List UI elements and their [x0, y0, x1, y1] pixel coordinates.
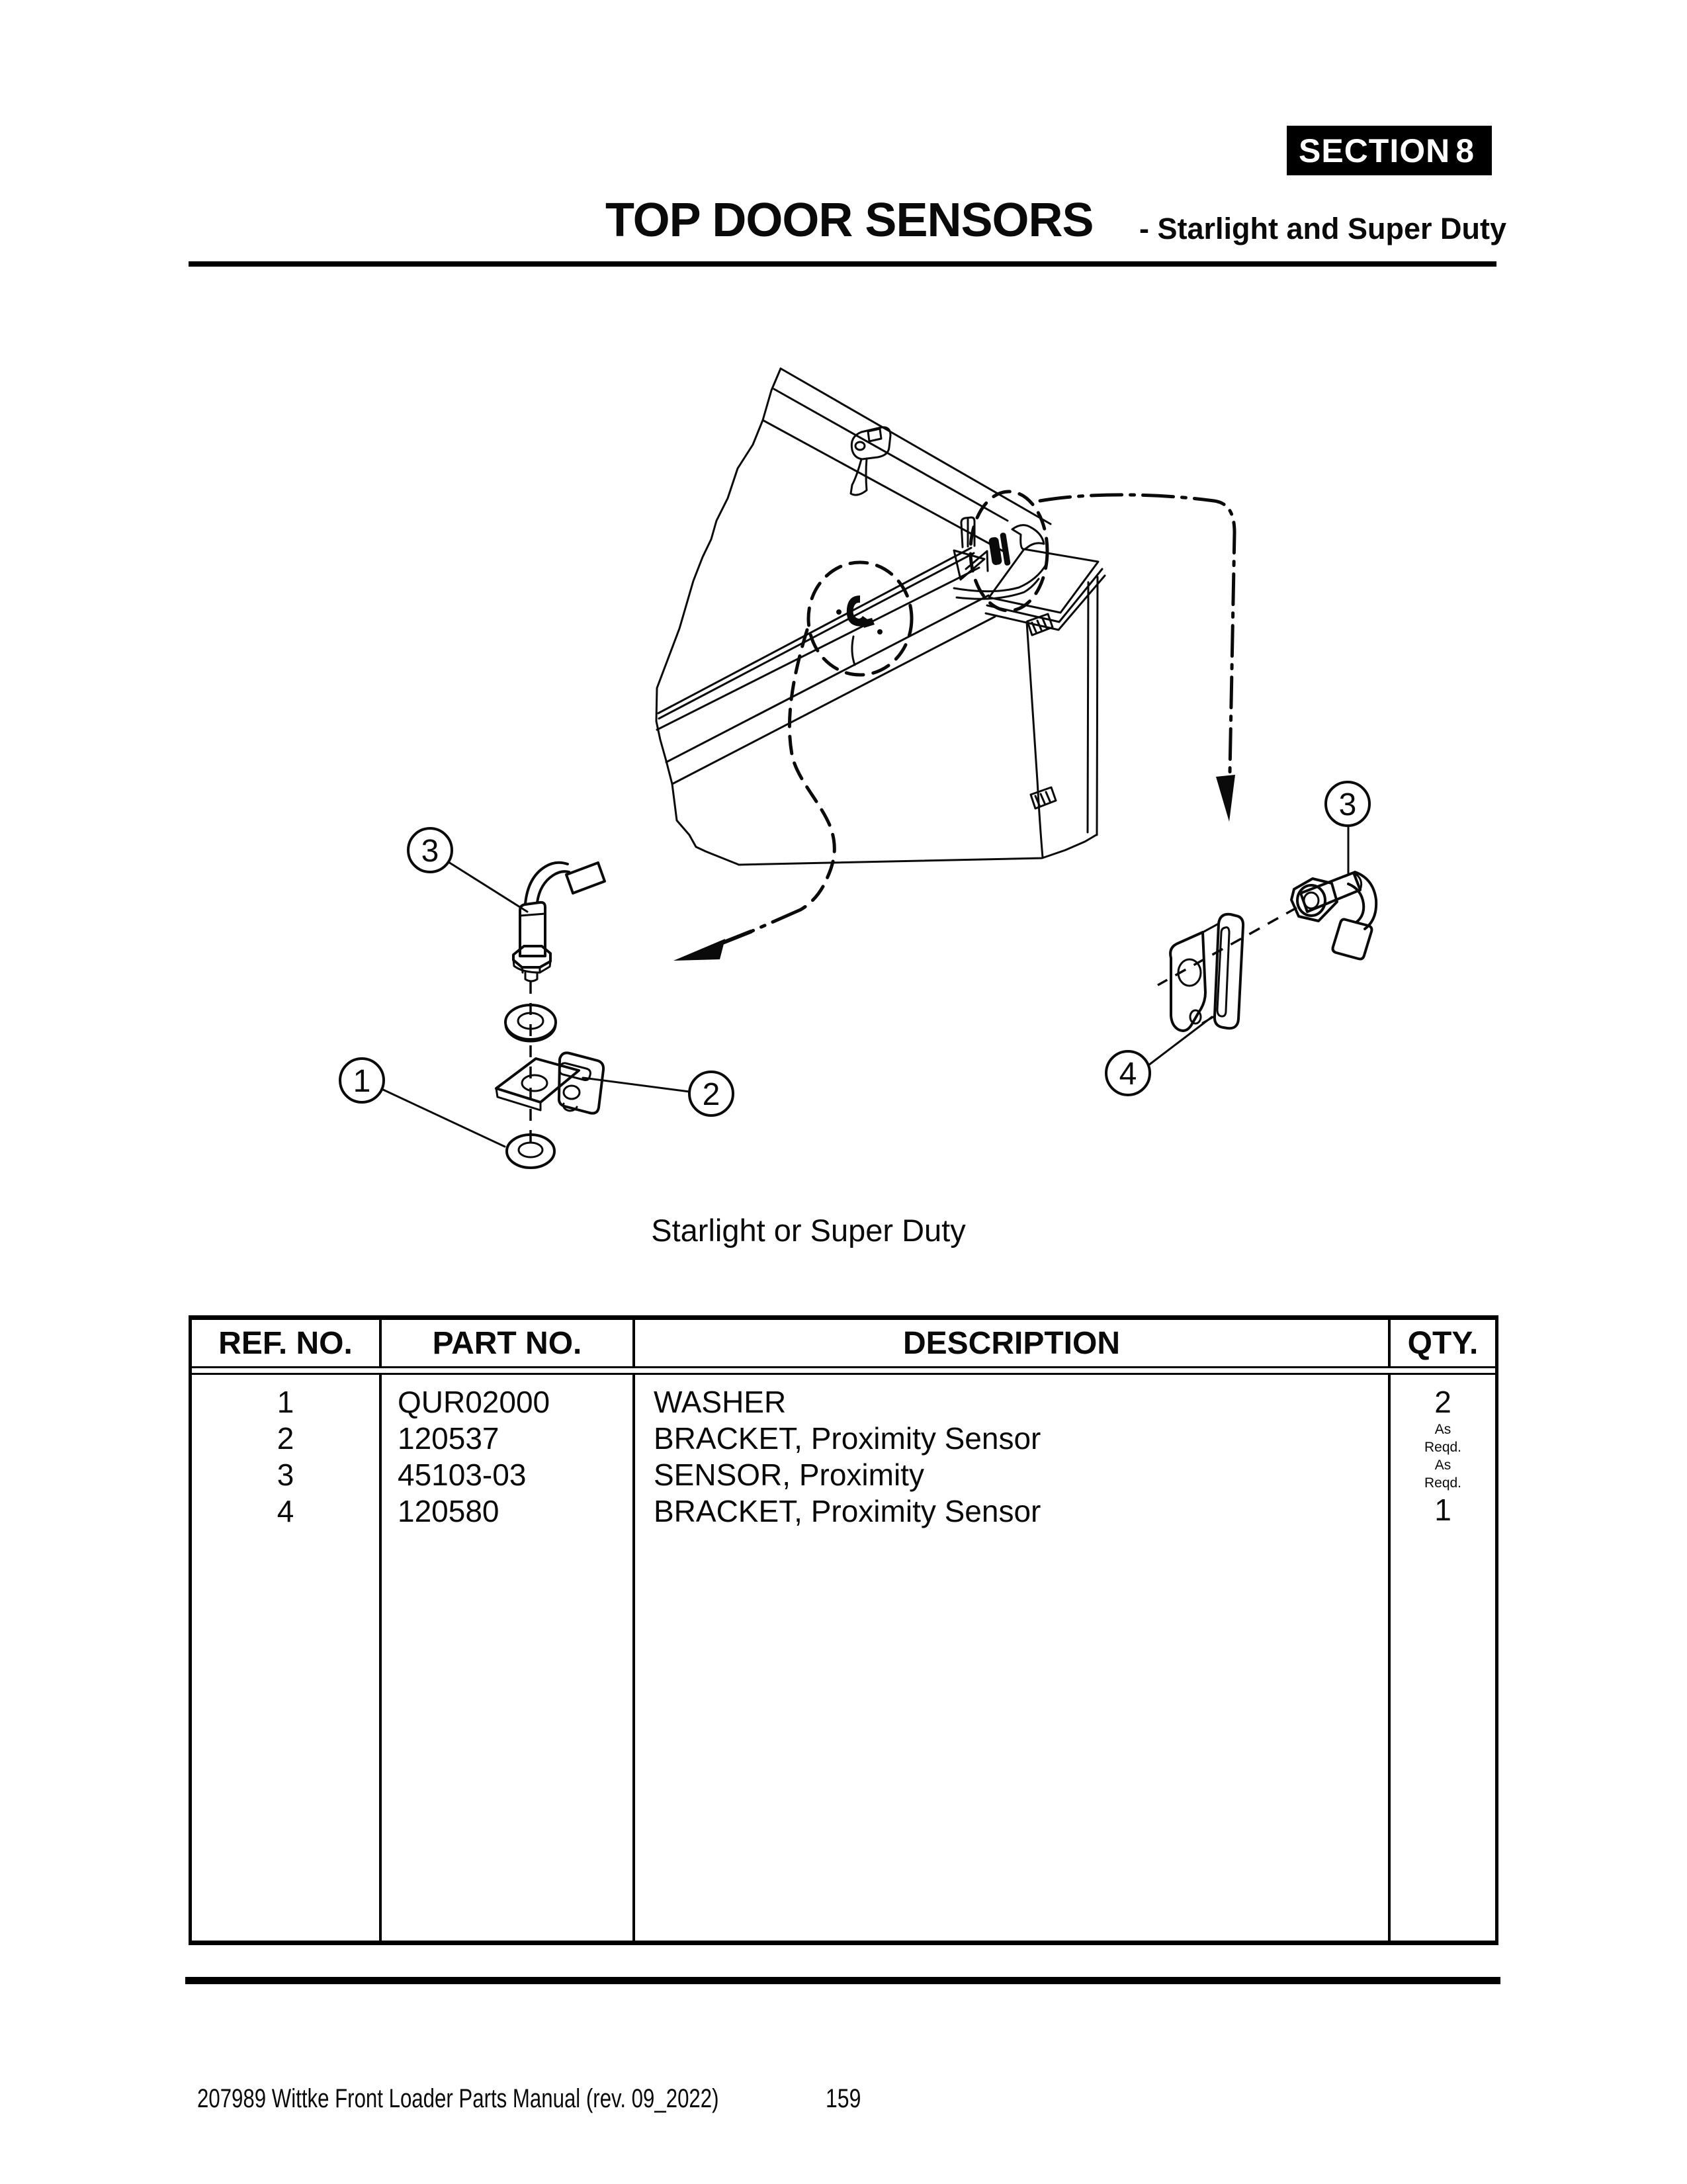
- section-number: 8: [1455, 132, 1475, 169]
- callout-label-3-right: 3: [1338, 787, 1357, 822]
- description-cell: WASHER: [654, 1385, 787, 1419]
- qty-cell: 2: [1434, 1385, 1451, 1419]
- qty-cell-line: Reqd.: [1424, 1475, 1462, 1491]
- proximity-sensor-left: [513, 863, 605, 981]
- description-cell: BRACKET, Proximity Sensor: [654, 1494, 1041, 1528]
- proximity-sensor-right: [1291, 872, 1376, 959]
- ref-no-column: [192, 1375, 379, 1941]
- header-part-no: PART NO.: [379, 1320, 632, 1366]
- ref-no-cell: 3: [277, 1458, 294, 1492]
- footer-text: 207989 Wittke Front Loader Parts Manual (rev. 09_2022): [197, 2084, 719, 2113]
- header-qty: QTY.: [1388, 1320, 1495, 1366]
- qty-cell-line: Reqd.: [1424, 1440, 1462, 1455]
- description-column: [632, 1375, 1388, 1941]
- qty-cell-line: As: [1434, 1458, 1451, 1473]
- part-no-cell: 45103-03: [398, 1458, 527, 1492]
- table-header-row: [192, 1320, 1495, 1368]
- footer-rule: [185, 1977, 1500, 1984]
- ref-no-cell: 2: [277, 1421, 294, 1456]
- qty-cell: 1: [1434, 1493, 1451, 1527]
- header-description: DESCRIPTION: [632, 1320, 1388, 1366]
- ref-no-cell: 1: [277, 1385, 294, 1419]
- callout-label-3-left: 3: [421, 834, 439, 869]
- diagram-caption: Starlight or Super Duty: [651, 1213, 966, 1248]
- page-subtitle: - Starlight and Super Duty: [1139, 212, 1507, 245]
- arrow-down-icon: [1216, 775, 1235, 822]
- callout-label-1: 1: [353, 1064, 371, 1099]
- vent-slot-icon: [1031, 787, 1056, 808]
- door-rail: [657, 548, 995, 784]
- part-no-cell: QUR02000: [398, 1385, 550, 1419]
- exploded-leader-left: [673, 630, 834, 961]
- ref-no-cell: 4: [277, 1494, 294, 1528]
- exploded-leader-right: [1040, 495, 1235, 822]
- left-exploded-assembly: [340, 828, 733, 1168]
- section-label: SECTION: [1299, 132, 1451, 169]
- callout-label-2: 2: [702, 1077, 720, 1112]
- header-double-rule: [192, 1368, 1495, 1375]
- part-no-cell: 120580: [398, 1494, 499, 1528]
- part-no-column: [379, 1375, 632, 1941]
- table-body: [192, 1375, 1495, 1941]
- arrow-left-icon: [673, 939, 725, 961]
- qty-column: [1388, 1375, 1495, 1941]
- door-mounting-tab: [851, 427, 890, 495]
- description-cell: BRACKET, Proximity Sensor: [654, 1421, 1041, 1456]
- bracket-proximity-sensor-left: [496, 1053, 603, 1113]
- qty-cell-line: As: [1434, 1422, 1451, 1437]
- door-outline: [656, 369, 1096, 865]
- header-ref-no: REF. NO.: [218, 1325, 353, 1361]
- part-no-cell: 120537: [398, 1421, 499, 1456]
- right-exploded-assembly: [1106, 782, 1376, 1095]
- page-title: TOP DOOR SENSORS: [605, 194, 1094, 247]
- latch-hardware: [836, 517, 1047, 665]
- callout-label-4: 4: [1119, 1057, 1137, 1092]
- parts-table: [189, 1315, 1498, 1945]
- page-number: 159: [826, 2084, 861, 2113]
- description-cell: SENSOR, Proximity: [654, 1458, 924, 1492]
- container-box: [986, 549, 1105, 857]
